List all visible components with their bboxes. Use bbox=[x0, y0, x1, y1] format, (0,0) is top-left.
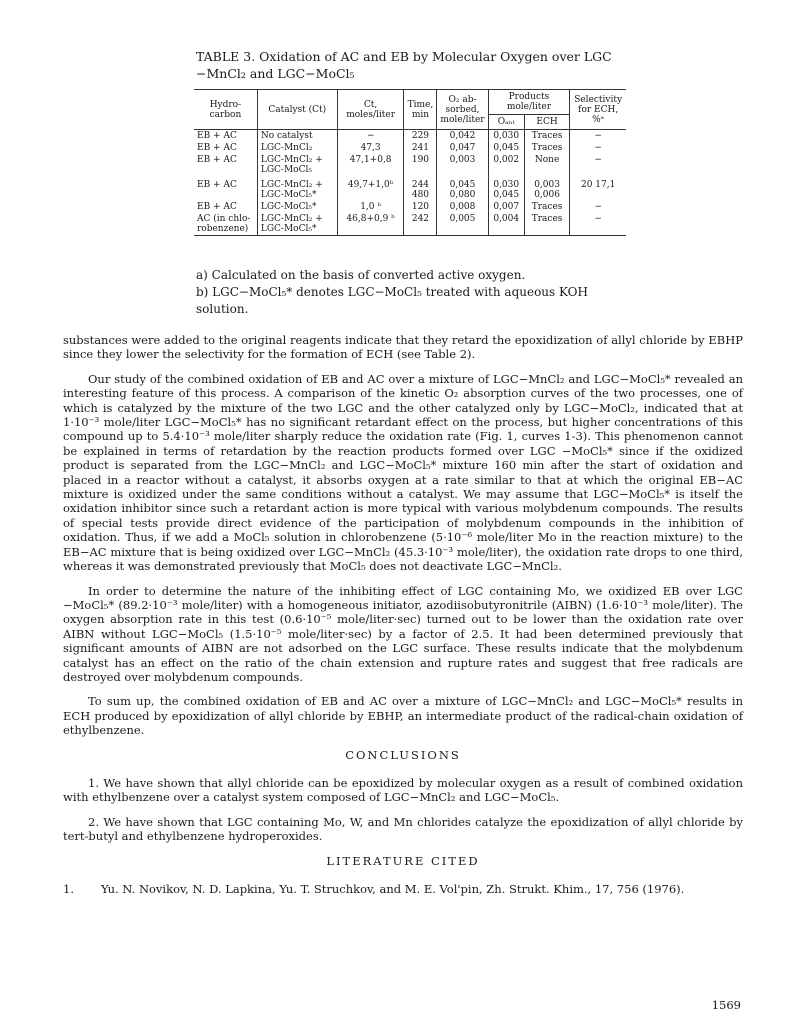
cell-ech: 0,003 0,006 bbox=[524, 176, 569, 201]
cell-hydrocarbon: EB + AC bbox=[197, 143, 237, 153]
cell-ech: Traces bbox=[524, 213, 569, 236]
cell-ct: − bbox=[337, 130, 404, 143]
reference-item bbox=[63, 882, 743, 896]
table-row bbox=[194, 154, 626, 176]
cell-time: 190 bbox=[404, 154, 437, 176]
cell-oact: 0,030 0,045 bbox=[488, 176, 524, 201]
cell-time: 241 bbox=[404, 142, 437, 154]
table-footnotes bbox=[196, 267, 636, 318]
paragraph: In order to determine the nature of the inhibiting effect of LGC containing Mo, we oxidized EB over LGC −MoCl₅* (89.2·10⁻³ mole/liter) with a homogeneous initiator, azodiisobutyronitrile (AIBN) (1.6·10⁻³ mole/liter). The oxygen absorption rate in this test (0.6·10⁻⁵ mole/liter·sec) turned out to be lower than the oxidation rate over AIBN without LGC−MoCl₅ (1.5·10⁻⁵ mole/liter·sec) by a factor of 2.5. It had been determined previously that significant amounts of AIBN are not adsorbed on the LGC surface. These results indicate that the molybdenum catalyst has an effect on the ratio of the chain extension and rupture rates and suggest that free radicals are destroyed over molybdenum compounds. bbox=[63, 583, 743, 684]
cell-ct: 1,0 ᵇ bbox=[337, 201, 404, 213]
cell-hydrocarbon: EB + AC bbox=[197, 202, 237, 212]
cell-o2: 0,045 0,080 bbox=[437, 176, 488, 201]
cell-catalyst: LGC-MoCl₅* bbox=[257, 201, 337, 213]
cell-catalyst: LGC-MnCl₂ + LGC-MoCl₅* bbox=[257, 213, 337, 236]
table-row bbox=[194, 213, 626, 236]
header-products: Products mole/liter bbox=[488, 90, 570, 115]
cell-hydrocarbon: EB + AC bbox=[197, 180, 237, 190]
cell-o2: 0,047 bbox=[437, 142, 488, 154]
footnote-b: b) LGC−MoCl₅* denotes LGC−MoCl₅ treated with aqueous KOH solution. bbox=[196, 285, 588, 316]
reference-number: 1. bbox=[63, 882, 74, 896]
cell-o2: 0,003 bbox=[437, 154, 488, 176]
cell-o2: 0,042 bbox=[437, 130, 488, 143]
cell-oact: 0,045 bbox=[488, 142, 524, 154]
header-o2: O₂ ab- sorbed, mole/liter bbox=[437, 90, 488, 130]
cell-catalyst: LGC-MnCl₂ + LGC-MoCl₅* bbox=[257, 176, 337, 201]
cell-catalyst: No catalyst bbox=[257, 130, 337, 143]
cell-oact: 0,004 bbox=[488, 213, 524, 236]
cell-time: 120 bbox=[404, 201, 437, 213]
cell-selectivity: − bbox=[570, 142, 626, 154]
cell-oact: 0,030 bbox=[488, 130, 524, 143]
cell-ct: 49,7+1,0ᵇ bbox=[337, 176, 404, 201]
paragraph: Our study of the combined oxidation of EB and AC over a mixture of LGC−MnCl₂ and LGC−MoCl₅* revealed an interesting feature of this process. A comparison of the kinetic O₂ absorption curves of the two processes, one of which is catalyzed by the mixture of the two LGC and the other catalyzed only by LGC−MoCl₂, indicated that at 1·10⁻³ mole/liter LGC−MoCl₅* has no significant retardant effect on the process, but higher concentrations of this compound up to 5.4·10⁻³ mole/liter sharply reduce the oxidation rate (Fig. 1, curves 1-3). This phenomenon cannot be explained in terms of retardation by the reaction products formed over LGC −MoCl₅* since if the oxidized product is separated from the LGC−MnCl₂ and LGC−MoCl₅* mixture 160 min after the start of oxidation and placed in a reactor without a catalyst, it absorbs oxygen at a rate similar to that at which the original EB−AC mixture is oxidized under the same conditions without a catalyst. We may assume that LGC−MoCl₅* is itself the oxidation inhibitor since such a retardant action is more typical with various molybdenum compounds. The results of special tests provide direct evidence of the participation of molybdenum compounds in the inhibition of oxidation. Thus, if we add a MoCl₅ solution in chlorobenzene (5·10⁻⁶ mole/liter Mo in the reaction mixture) to the EB−AC mixture that is being oxidized over LGC−MnCl₂ (45.3·10⁻³ mole/liter), the oxidation rate drops to one third, whereas it was demonstrated previously that MoCl₅ does not deactivate LGC−MnCl₂. bbox=[63, 371, 743, 574]
reference-text: Yu. N. Novikov, N. D. Lapkina, Yu. T. Struchkov, and M. E. Vol'pin, Zh. Strukt. Khim., 17, 756 (1976). bbox=[101, 882, 685, 896]
conclusion-item: 1. We have shown that allyl chloride can be epoxidized by molecular oxygen as a result of combined oxidation with ethylbenzene over a catalyst system composed of LGC−MnCl₂ and LGC−MoCl₅. bbox=[63, 775, 743, 805]
header-oact: Oₐₙₜ bbox=[488, 115, 524, 130]
cell-selectivity: − bbox=[570, 154, 626, 176]
data-table bbox=[194, 89, 626, 236]
header-time: Time, min bbox=[404, 90, 437, 130]
table-row bbox=[194, 130, 626, 143]
header-selectivity: Selectivity for ECH, %ᵃ bbox=[570, 90, 626, 130]
cell-ech: Traces bbox=[524, 142, 569, 154]
header-hydrocarbon: Hydro- carbon bbox=[194, 90, 257, 130]
conclusion-item: 2. We have shown that LGC containing Mo, W, and Mn chlorides catalyze the epoxidization of allyl chloride by tert-butyl and ethylbenzene hydroperoxides. bbox=[63, 814, 743, 844]
cell-catalyst: LGC-MnCl₂ bbox=[257, 142, 337, 154]
cell-time: 229 bbox=[404, 130, 437, 143]
cell-ct: 47,3 bbox=[337, 142, 404, 154]
header-ech: ECH bbox=[524, 115, 569, 130]
reference-list bbox=[63, 882, 743, 896]
cell-ech: None bbox=[524, 154, 569, 176]
cell-selectivity: − bbox=[570, 201, 626, 213]
footnote-a: a) Calculated on the basis of converted active oxygen. bbox=[196, 268, 526, 282]
cell-selectivity: − bbox=[570, 130, 626, 143]
cell-o2: 0,005 bbox=[437, 213, 488, 236]
cell-oact: 0,007 bbox=[488, 201, 524, 213]
cell-selectivity: − bbox=[570, 213, 626, 236]
cell-hydrocarbon: EB + AC bbox=[197, 155, 237, 165]
cell-catalyst: LGC-MnCl₂ + LGC-MoCl₅ bbox=[257, 154, 337, 176]
table-caption-line2: −MnCl₂ and LGC−MoCl₅ bbox=[196, 66, 355, 81]
page-number: 1569 bbox=[711, 998, 741, 1012]
cell-time: 244 480 bbox=[404, 176, 437, 201]
header-ct: Ct, moles/liter bbox=[337, 90, 404, 130]
cell-selectivity: 20 17,1 bbox=[570, 176, 626, 201]
cell-hydrocarbon: EB + AC bbox=[197, 131, 237, 141]
paragraph: To sum up, the combined oxidation of EB and AC over a mixture of LGC−MnCl₂ and LGC−MoCl₅* results in ECH produced by epoxidization of allyl chloride by EBHP, an intermediate product of the radical-chain oxidation of ethylbenzene. bbox=[63, 694, 743, 738]
header-catalyst: Catalyst (Ct) bbox=[257, 90, 337, 130]
table-row bbox=[194, 201, 626, 213]
cell-hydrocarbon: AC (in chlo- robenzene) bbox=[194, 213, 257, 236]
paragraph: substances were added to the original reagents indicate that they retard the epoxidization of allyl chloride by EBHP since they lower the selectivity for the formation of ECH (see Table 2). bbox=[63, 333, 743, 362]
table-row bbox=[194, 142, 626, 154]
cell-o2: 0,008 bbox=[437, 201, 488, 213]
cell-ech: Traces bbox=[524, 201, 569, 213]
cell-ct: 46,8+0,9 ᵇ bbox=[337, 213, 404, 236]
cell-ech: Traces bbox=[524, 130, 569, 143]
body-text bbox=[63, 333, 743, 896]
literature-heading: LITERATURE CITED bbox=[326, 853, 480, 868]
table-caption-line1: TABLE 3. Oxidation of AC and EB by Molecular Oxygen over LGC bbox=[196, 49, 612, 64]
cell-time: 242 bbox=[404, 213, 437, 236]
conclusions-heading: CONCLUSIONS bbox=[345, 747, 461, 762]
cell-oact: 0,002 bbox=[488, 154, 524, 176]
cell-ct: 47,1+0,8 bbox=[337, 154, 404, 176]
table-row bbox=[194, 176, 626, 201]
table-caption bbox=[196, 48, 636, 82]
